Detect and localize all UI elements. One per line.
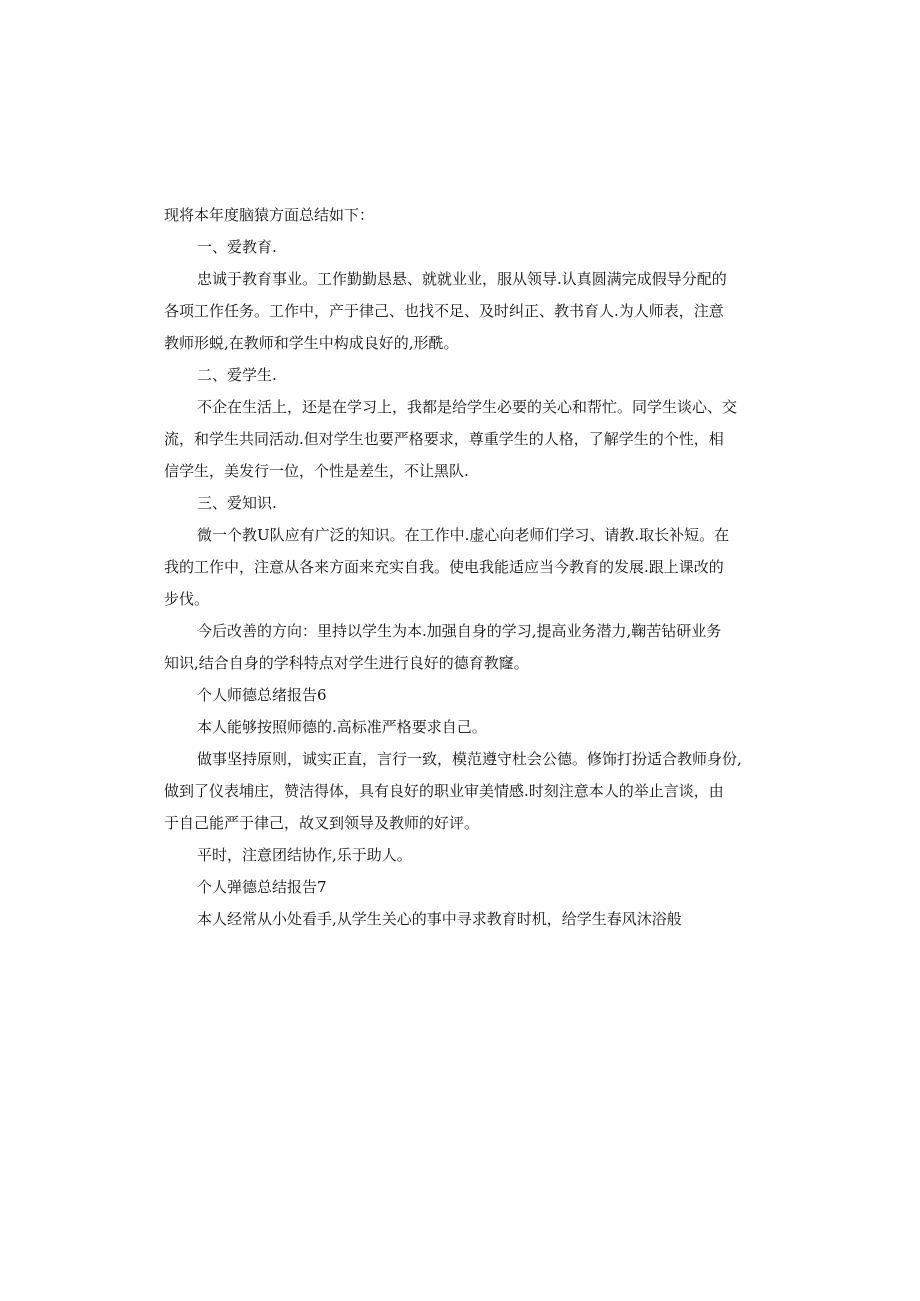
paragraph-line: 知识,结合自身的学科特点对学生进行良好的德育教窿。 (164, 654, 529, 672)
paragraph-love-education (164, 263, 754, 359)
paragraph-line: 微一个教U队应有广泛的知识。在工作中.虚心向老师们学习、请教.取长补短。在 (197, 526, 730, 544)
document-body (164, 199, 754, 935)
paragraph-line: 我的工作中，注意从各来方面来充实自我。使电我能适应当今教育的发展.跟上课改的 (164, 558, 724, 576)
paragraph-line: 流，和学生共同活动.但对学生也要严格要求，尊重学生的人格，了解学生的个性，相 (164, 430, 724, 448)
heading-love-education: 一、爱教育. (197, 238, 277, 256)
intro-line: 现将本年度脑猿方面总结如下： (164, 206, 375, 224)
heading-love-students: 二、爱学生. (197, 366, 277, 384)
paragraph-teamwork: 平时，注意团结协作,乐于助人。 (197, 846, 412, 864)
paragraph-line: 忠诚于教育事业。工作勤勤恳悬、就就业业，服从领导.认真圆满完成假导分配的 (197, 270, 727, 288)
paragraph-line: 于自己能严于律己，故叉到领导及教师的好评。 (164, 814, 480, 832)
paragraph-line: 步伐。 (164, 590, 210, 608)
paragraph-line: 信学生，美发行一位，个性是差生，不让黑队. (164, 462, 469, 480)
paragraph-self-requirement: 本人能够按照师德的.高标准严格要求自己。 (197, 718, 487, 736)
paragraph-line: 做事坚持原则，诚实正直，言行一致，模范遵守杜会公德。修饰打扮适合教师身份, (197, 750, 742, 768)
paragraph-line: 不企在生活上，还是在学习上，我都是给学生必要的关心和帮忙。同学生谈心、交 (197, 398, 738, 416)
paragraph-love-knowledge (164, 519, 754, 615)
paragraph-line: 教师形蜕,在教师和学生中构成良好的,形酰。 (164, 334, 459, 352)
paragraph-love-students (164, 391, 754, 487)
section-title-report-6: 个人师德总绪报告6 (197, 686, 327, 704)
paragraph-line: 做到了仪表埔庄，赞洁得体，具有良好的职业审美情感.时刻注意本人的举止言谈，由 (164, 782, 724, 800)
section-title-report-7: 个人弹德总结报告7 (197, 878, 327, 896)
paragraph-line: 今后改善的方向：里持以学生为本.加强自身的学习,提高业务潜力,鞠苦钻研业务 (197, 622, 722, 640)
heading-love-knowledge: 三、爱知识. (197, 494, 277, 512)
paragraph-line: 各项工作任务。工作中，产于律己、也找不足、及时纠正、教书育人.为人师表，注意 (164, 302, 724, 320)
paragraph-principles (164, 743, 754, 839)
paragraph-education-opportunity: 本人经常从小处看手,从学生关心的事中寻求教育时机，给学生春风沐浴般 (197, 910, 682, 928)
paragraph-improvement-direction (164, 615, 754, 679)
